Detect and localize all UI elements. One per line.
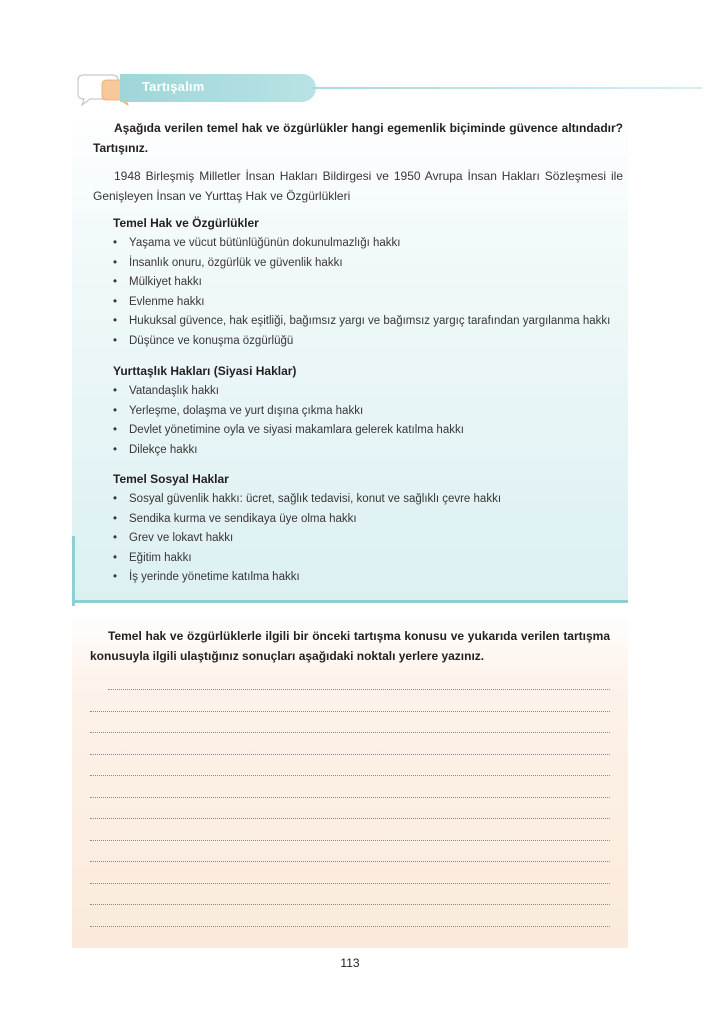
answer-line[interactable] bbox=[90, 711, 610, 712]
rights-list bbox=[113, 234, 623, 352]
list-item: • Sosyal güvenlik hakkı: ücret, sağlık tedavisi, konut ve sağlıklı çevre hakkı bbox=[113, 490, 623, 510]
header-rule bbox=[312, 87, 702, 89]
answer-line[interactable] bbox=[90, 797, 610, 798]
list-item: • Vatandaşlık hakkı bbox=[113, 382, 623, 402]
answer-line[interactable] bbox=[90, 840, 610, 841]
list-item: • İş yerinde yönetime katılma hakkı bbox=[113, 568, 623, 588]
answer-line[interactable] bbox=[90, 904, 610, 905]
answer-line[interactable] bbox=[90, 818, 610, 819]
list-item: • Devlet yönetimine oyla ve siyasi makamlara gelerek katılma hakkı bbox=[113, 421, 623, 441]
rights-group-fundamental bbox=[113, 214, 623, 352]
list-item: • Düşünce ve konuşma özgürlüğü bbox=[113, 332, 623, 352]
section-header bbox=[72, 70, 632, 110]
box-bottom-border bbox=[72, 600, 628, 603]
list-item: • Mülkiyet hakkı bbox=[113, 273, 623, 293]
rights-list bbox=[113, 490, 623, 588]
section-label: Tartışalım bbox=[142, 79, 205, 94]
group-title: Yurttaşlık Hakları (Siyasi Haklar) bbox=[113, 364, 297, 378]
page-number: 113 bbox=[340, 956, 360, 970]
group-title: Temel Hak ve Özgürlükler bbox=[113, 216, 259, 230]
intro-text: 1948 Birleşmiş Milletler İnsan Hakları Bildirgesi ve 1950 Avrupa İnsan Hakları Sözleşmesi ile Genişleyen İnsan ve Yurttaş Hak ve Özgürlükleri bbox=[93, 169, 623, 203]
answer-line[interactable] bbox=[90, 754, 610, 755]
answer-line[interactable] bbox=[90, 926, 610, 927]
list-item: • Grev ve lokavt hakkı bbox=[113, 529, 623, 549]
list-item: • Sendika kurma ve sendikaya üye olma hakkı bbox=[113, 510, 623, 530]
list-item: • Dilekçe hakkı bbox=[113, 441, 623, 461]
list-item: • Hukuksal güvence, hak eşitliği, bağımsız yargı ve bağımsız yargıç tarafından yargılanma hakkı bbox=[113, 312, 623, 332]
answer-line[interactable] bbox=[108, 689, 610, 690]
answer-line[interactable] bbox=[90, 775, 610, 776]
list-item: • Yaşama ve vücut bütünlüğünün dokunulmazlığı hakkı bbox=[113, 234, 623, 254]
answer-instruction: Temel hak ve özgürlüklerle ilgili bir önceki tartışma konusu ve yukarıda verilen tartışma konusuyla ilgili ulaştığınız sonuçları aşağıdaki noktalı yerlere yazınız. bbox=[90, 629, 610, 663]
list-item: • İnsanlık onuru, özgürlük ve güvenlik hakkı bbox=[113, 254, 623, 274]
answer-line[interactable] bbox=[90, 861, 610, 862]
discussion-question: Aşağıda verilen temel hak ve özgürlükler hangi egemenlik biçiminde güvence altındadır? Tartışınız. bbox=[93, 121, 623, 155]
rights-list bbox=[113, 382, 623, 460]
group-title: Temel Sosyal Haklar bbox=[113, 472, 229, 486]
list-item: • Eğitim hakkı bbox=[113, 549, 623, 569]
rights-group-social bbox=[113, 470, 623, 588]
list-item: • Evlenme hakkı bbox=[113, 293, 623, 313]
rights-group-political bbox=[113, 362, 623, 460]
list-item: • Yerleşme, dolaşma ve yurt dışına çıkma hakkı bbox=[113, 402, 623, 422]
answer-line[interactable] bbox=[90, 883, 610, 884]
answer-line[interactable] bbox=[90, 732, 610, 733]
box-left-border bbox=[72, 536, 75, 606]
